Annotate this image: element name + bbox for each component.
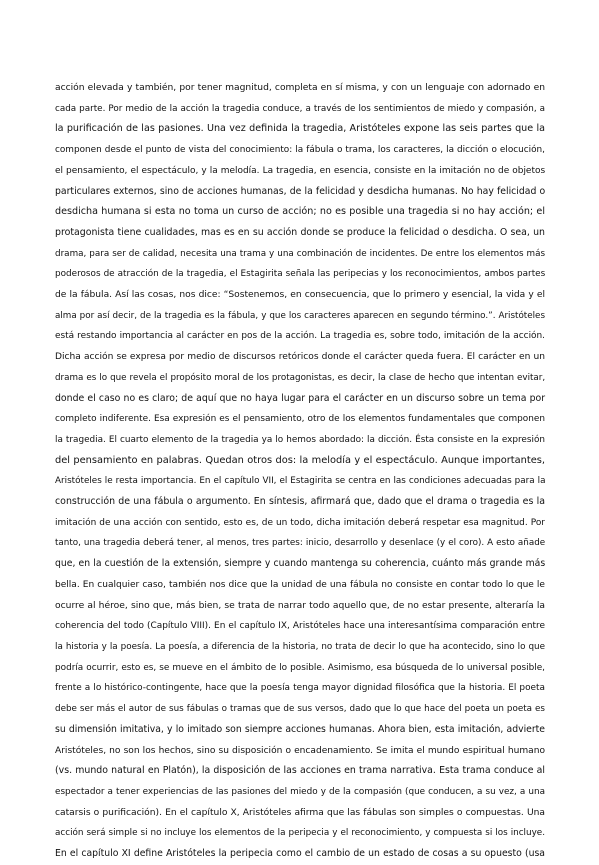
body-text	[55, 78, 545, 865]
text-line: tanto, una tragedia deberá tener, al menos, tres partes: inicio, desarrollo y desenlace (y el coro). A esto añade	[55, 538, 546, 549]
text-line: ocurre al héroe, sino que, más bien, se trata de narrar todo aquello que, de no estar presente, alteraría la	[55, 599, 545, 611]
text-line: donde el caso no es claro; de aquí que no haya lugar para el carácter en un discurso sobre un tema por	[55, 392, 546, 404]
text-line: catarsis o purificación). En el capítulo X, Aristóteles afirma que las fábulas son simples o compuestas. Una	[55, 807, 545, 818]
text-line: acción elevada y también, por tener magnitud, completa en sí misma, y con un lenguaje con adornado en	[55, 83, 545, 93]
text-line: drama es lo que revela el propósito moral de los protagonistas, es decir, la clase de hecho que intentan evitar,	[55, 372, 546, 383]
text-line: completo indiferente. Esa expresión es el pensamiento, otro de los elementos fundamentales que componen	[55, 414, 545, 425]
text-line: cada parte. Por medio de la acción la tragedia conduce, a través de los sentimientos de miedo y compasión, a	[55, 103, 545, 114]
text-line: está restando importancia al carácter en pos de la acción. La tragedia es, sobre todo, imitación de la acción.	[55, 331, 545, 342]
text-line: la historia y la poesía. La poesía, a diferencia de la historia, no trata de decir lo que ha acontecido, sino lo que	[55, 641, 545, 652]
text-line: la purificación de las pasiones. Una vez definida la tragedia, Aristóteles expone las seis partes que la	[55, 123, 545, 135]
text-line: frente a lo histórico-contingente, hace que la poesía tenga mayor dignidad filosófica que la historia. El poeta	[55, 683, 545, 694]
text-line: podría ocurrir, esto es, se mueve en el ámbito de lo posible. Asimismo, esa búsqueda de lo universal posible,	[55, 662, 545, 673]
text-line: debe ser más el autor de sus fábulas o tramas que de sus versos, dado que lo que hace del poeta un poeta es	[55, 704, 545, 715]
text-line: su dimensión imitativa, y lo imitado son siempre acciones humanas. Ahora bien, esta imitación, advierte	[55, 723, 545, 735]
text-line: (vs. mundo natural en Platón), la disposición de las acciones en trama narrativa. Esta trama conduce al	[55, 765, 545, 777]
text-line: bella. En cualquier caso, también nos dice que la unidad de una fábula no consiste en contar todo lo que le	[55, 579, 545, 590]
text-line: componen desde el punto de vista del conocimiento: la fábula o trama, los caracteres, la dicción o elocución,	[55, 145, 545, 156]
text-line: Aristóteles le resta importancia. En el capítulo VII, el Estagirita se centra en las condiciones adecuadas para la	[55, 476, 546, 487]
text-line: que, en la cuestión de la extensión, siempre y cuando mantenga su coherencia, cuánto más grande más	[55, 558, 546, 570]
text-line: drama, para ser de calidad, necesita una trama y una combinación de incidentes. De entre los elementos más	[55, 248, 546, 259]
text-line: la tragedia. El cuarto elemento de la tragedia ya lo hemos abordado: la dicción. Ésta consiste en la expresión	[55, 434, 545, 445]
text-line: Dicha acción se expresa por medio de discursos retóricos donde el carácter queda fuera. El carácter en un	[55, 352, 545, 363]
text-line: del pensamiento en palabras. Quedan otros dos: la melodía y el espectáculo. Aunque importantes,	[55, 454, 545, 466]
text-line: poderosos de atracción de la tragedia, el Estagirita señala las peripecias y los reconocimientos, ambos partes	[55, 269, 546, 280]
text-line: de la fábula. Así las cosas, nos dice: “Sostenemos, en consecuencia, que lo primero y esencial, la vida y el	[55, 290, 545, 301]
text-line: acción será simple si no incluye los elementos de la peripecia y el reconocimiento, y compuesta si los incluye.	[55, 828, 545, 839]
text-line: desdicha humana si esta no toma un curso de acción; no es posible una tragedia si no hay acción; el	[55, 206, 545, 218]
text-line: espectador a tener experiencias de las pasiones del miedo y de la compasión (que conducen, a su vez, a una	[55, 786, 545, 797]
text-line: alma por así decir, de la tragedia es la fábula, y que los caracteres aparecen en segundo término.”. Aristóteles	[55, 310, 545, 321]
text-line: En el capítulo XI define Aristóteles la peripecia como el cambio de un estado de cosas a su opuesto (usa	[55, 848, 545, 860]
text-line: construcción de una fábula o argumento. En síntesis, afirmará que, dado que el drama o tragedia es la	[55, 496, 545, 508]
text-line: Aristóteles, no son los hechos, sino su disposición o encadenamiento. Se imita el mundo espiritual humano	[55, 745, 545, 756]
text-line: el pensamiento, el espectáculo, y la melodía. La tragedia, en esencia, consiste en la imitación no de objetos	[55, 165, 546, 176]
text-line: coherencia del todo (Capítulo VIII). En el capítulo IX, Aristóteles hace una interesantísima comparación entre	[55, 621, 545, 632]
text-line: protagonista tiene cualidades, mas es en su acción donde se produce la felicidad o desdicha. O sea, un	[55, 226, 545, 238]
text-line: imitación de una acción con sentido, esto es, de un todo, dicha imitación deberá respetar esa magnitud. Por	[55, 517, 545, 528]
text-line: particulares externos, sino de acciones humanas, de la felicidad y desdicha humanas. No hay felicidad o	[55, 185, 546, 197]
